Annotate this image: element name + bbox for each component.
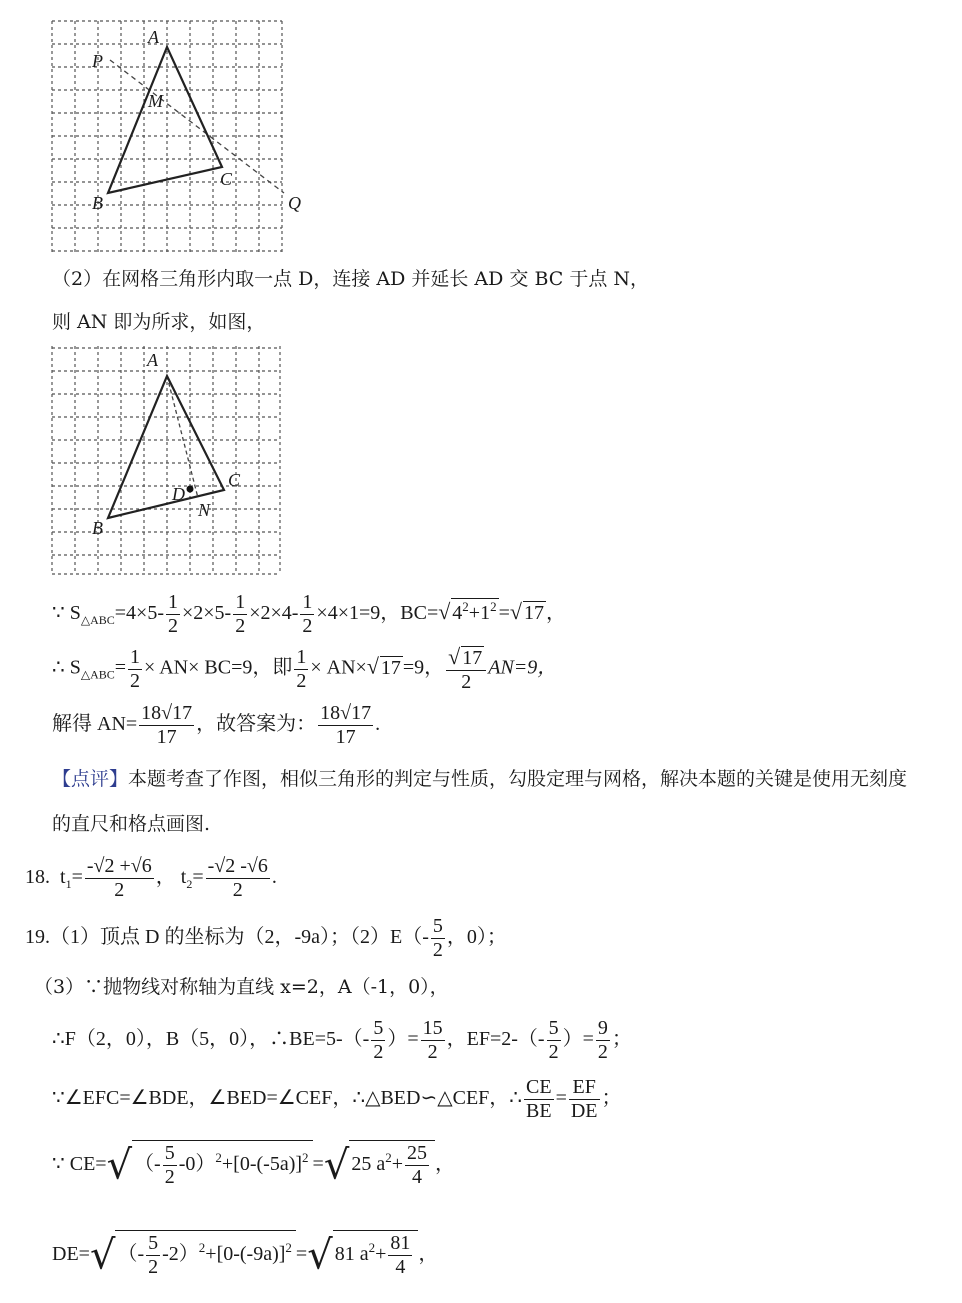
solution-line: 解得 AN= $\frac{18√17}{17}$ ，故答案为： $\frac{18√17}{17}$ . [52,702,381,748]
label-a-1: A [148,27,159,47]
comment-line2: 的直尺和格点画图. [52,813,211,835]
ce-equation: ∵ CE=√ （- $\frac{5}{2}$ $-0)^2+[0-(-5a)]^2$ =√ 25 $a^2+$ $\frac{25}{4}$ ， [52,1142,455,1189]
label-m: M [148,91,163,111]
area-equation: ∵ $S_{\triangle ABC}=4\times 5-$ $\frac{1}{2}$ ×2×5- $\frac{1}{2}$ ×2×4- $\frac{1}{2}$ ×4×1=9，BC=√ $4^2+1^2$ =√ 17 ， [52,591,566,637]
comment-line1: 【点评】本题考查了作图，相似三角形的判定与性质，勾股定理与网格，解决本题的关键是使用无刻度 [52,768,908,790]
question-19-part3: （3）∵抛物线对称轴为直线 x=2，A（-1，0）， [34,976,449,998]
triangle-abc-1 [108,47,222,193]
de-equation: DE=√ （- $\frac{5}{2}$ $-2)^2+[0-(-9a)]^2$ =√ 81 $a^2+$ $\frac{81}{4}$ ， [52,1232,439,1279]
comment-tag: 【点评】 [52,768,129,790]
label-a-2: A [147,350,158,370]
part2-line2: 则 AN 即为所求，如图， [52,311,266,333]
label-b-2: B [92,518,103,538]
triangle-abc-2 [108,376,224,518]
label-c-1: C [220,169,233,189]
label-c-2: C [228,470,241,490]
part2-line1: （2）在网格三角形内取一点 D，连接 AD 并延长 AD 交 BC 于点 N， [52,268,650,290]
an-equation: ∴ $S_{\triangle ABC}=$ $\frac{1}{2}$ × AN× BC=9，即 $\frac{1}{2}$ × AN×√ 17 =9， $\frac{√ 17}{2}$ AN=9， [52,644,558,693]
point-d [187,486,194,493]
label-p: P [92,51,103,71]
label-d: D [172,484,185,504]
question-19-line4: ∴F（2，0），B（5，0），∴BE=5-（- $\frac{5}{2}$ ）= $\frac{15}{2}$ ，EF=2-（- $\frac{5}{2}$ ）= $\frac{9}{2}$ ； [52,1017,632,1063]
line-an [167,376,198,498]
label-n: N [198,500,211,520]
question-19-line5: ∵∠EFC=∠BDE，∠BED=∠CEF，∴△BED∽△CEF，∴ $\frac{CE}{BE}$ = $\frac{EF}{DE}$ ； [52,1076,622,1122]
question-19: 19.（1）顶点 D 的坐标为（2，-9a）；（2）E（- $\frac{5}{2}$ ，0）； [25,915,507,961]
label-q: Q [288,193,301,213]
label-b-1: B [92,193,103,213]
grid-figure-1 [40,15,330,260]
grid-figure-2 [40,338,300,583]
question-18: 18. $t_1=$ $\frac{-√2 +√6}{2}$ ， $t_2=$ $\frac{-√2 -√6}{2}$ . [25,855,277,901]
